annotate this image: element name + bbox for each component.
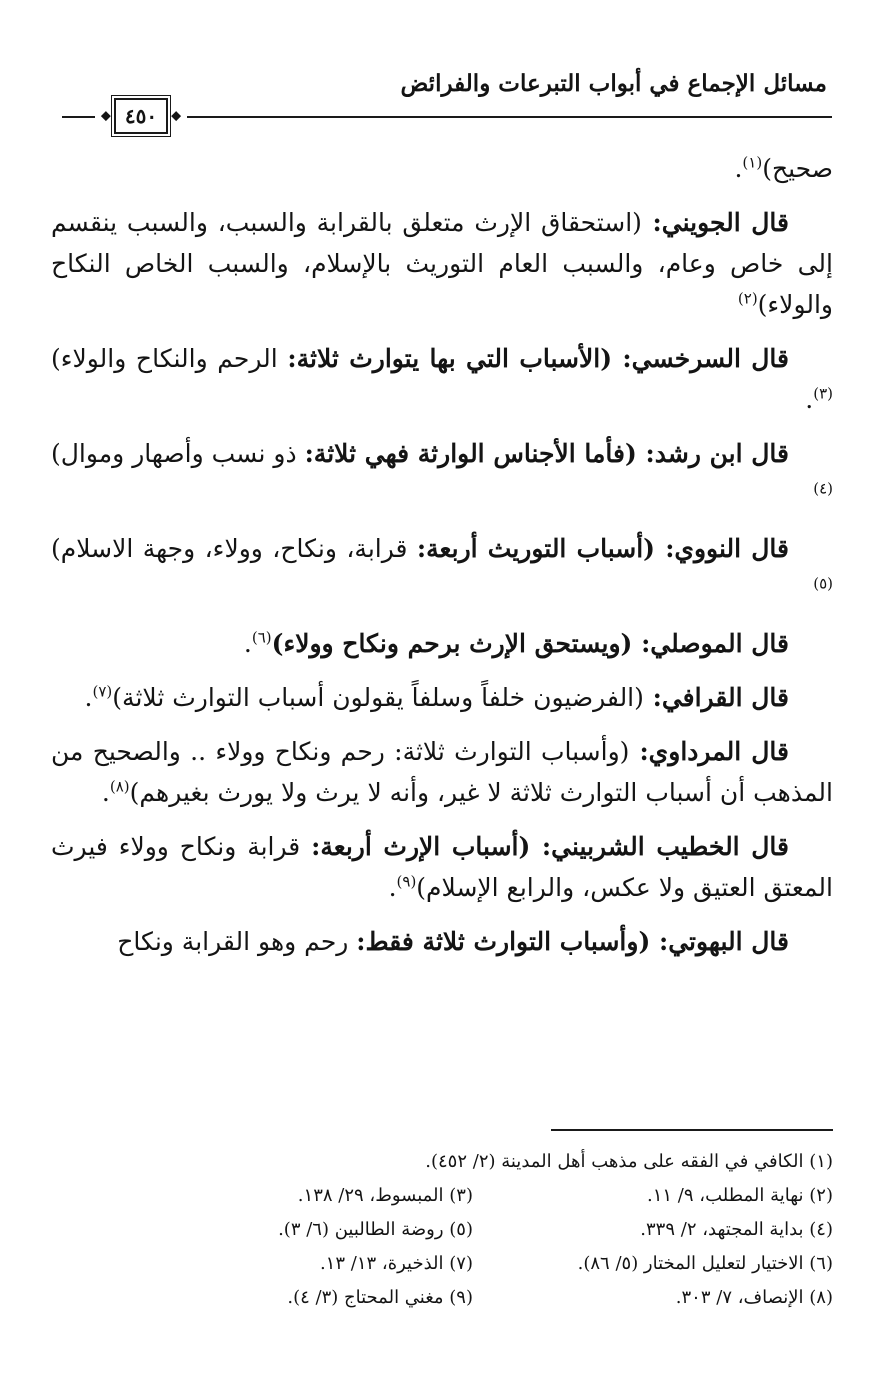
- speaker-name: قال الموصلي:: [632, 629, 789, 658]
- trailing-punct: .: [243, 629, 252, 658]
- quote-bold-text: (وأسباب التوارث ثلاثة فقط:: [356, 927, 651, 956]
- paragraph-ibn-rushd: [51, 433, 833, 515]
- paragraph-mardawi: [51, 731, 833, 813]
- quote-text: صحيح): [762, 154, 833, 183]
- speaker-name: قال ابن رشد:: [636, 439, 789, 468]
- footnote-8: (٨) الإنصاف، ٧/ ٣٠٣.: [675, 1287, 833, 1308]
- speaker-name: قال الخطيب الشربيني:: [530, 832, 789, 861]
- footnote-1: (١) الكافي في الفقه على مذهب أهل المدينة (٢/ ٤٥٢).: [425, 1151, 833, 1172]
- quote-text: (وأسباب التوارث ثلاثة: رحم ونكاح وولاء .. والصحيح من المذهب أن أسباب التوارث ثلاثة لا غير، وأنه لا يرث ولا يورث بغيرهم): [51, 737, 833, 807]
- quote-text: الرحم والنكاح والولاء): [51, 344, 288, 373]
- footnote-row: [51, 1213, 833, 1247]
- paragraph-nawawi: [51, 528, 833, 610]
- quote-bold-text: (فأما الأجناس الوارثة فهي ثلاثة:: [304, 439, 637, 468]
- footnote-ref: (٢): [737, 289, 758, 308]
- footnote-2: (٢) نهاية المطلب، ٩/ ١١.: [647, 1185, 833, 1206]
- paragraph-buhuti: [51, 921, 833, 962]
- speaker-name: قال المرداوي:: [629, 737, 789, 766]
- footnote-row: [51, 1145, 833, 1179]
- footnote-ref: (٦): [251, 628, 272, 647]
- page-number-frame: [95, 92, 187, 140]
- paragraph-juwayni: [51, 202, 833, 325]
- footnote-4: (٤) بداية المجتهد، ٢/ ٣٣٩.: [640, 1219, 833, 1240]
- running-title: مسائل الإجماع في أبواب التبرعات والفرائض: [400, 70, 827, 97]
- trailing-punct: .: [101, 778, 110, 807]
- paragraph-qarafi: [51, 677, 833, 718]
- footnote-ref: (٧): [92, 682, 113, 701]
- footnote-ref: (٩): [396, 872, 417, 891]
- paragraph-shirbini: [51, 826, 833, 908]
- quote-bold-text: (الأسباب التي بها يتوارث ثلاثة:: [287, 344, 613, 373]
- footnote-7: (٧) الذخيرة، ١٣/ ١٣.: [319, 1253, 473, 1274]
- footnote-row: [51, 1281, 833, 1315]
- footnote-ref: (٤): [813, 479, 833, 498]
- quote-text: (استحقاق الإرث متعلق بالقرابة والسبب، والسبب ينقسم إلى خاص وعام، والسبب العام التوريث بالإسلام، والسبب الخاص النكاح والولاء): [51, 208, 833, 319]
- quote-bold-text: (ويستحق الإرث برحم ونكاح وولاء): [271, 629, 633, 658]
- footnote-ref: (١): [742, 153, 763, 172]
- speaker-name: قال البهوتي:: [650, 927, 789, 956]
- footnote-row: [51, 1179, 833, 1213]
- quote-text: قرابة، ونكاح، وولاء، وجهة الاسلام): [51, 534, 417, 563]
- footnote-3: (٣) المبسوط، ٢٩/ ١٣٨.: [297, 1185, 473, 1206]
- quote-text: (الفرضيون خلفاً وسلفاً يقولون أسباب التوارث ثلاثة): [112, 683, 644, 712]
- footnote-ref: (٨): [109, 777, 130, 796]
- main-text: [51, 148, 833, 975]
- speaker-name: قال السرخسي:: [612, 344, 789, 373]
- quote-bold-text: (أسباب التوريث أربعة:: [416, 534, 655, 563]
- footnote-6: (٦) الاختيار لتعليل المختار (٥/ ٨٦).: [577, 1253, 833, 1274]
- trailing-punct: .: [84, 683, 93, 712]
- paragraph-continuation: [51, 148, 833, 189]
- speaker-name: قال القرافي:: [643, 683, 789, 712]
- ornament-right-icon: ◆: [171, 108, 182, 124]
- trailing-punct: .: [388, 873, 397, 902]
- footnote-row: [51, 1247, 833, 1281]
- speaker-name: قال النووي:: [655, 534, 789, 563]
- speaker-name: قال الجويني:: [641, 208, 790, 237]
- quote-bold-text: (أسباب الإرث أربعة:: [311, 832, 531, 861]
- footnote-5: (٥) روضة الطالبين (٦/ ٣).: [278, 1219, 473, 1240]
- paragraph-sarakhsi: [51, 338, 833, 420]
- page-number: ٤٥٠: [124, 104, 158, 128]
- trailing-punct: .: [734, 154, 743, 183]
- paragraph-mawsili: [51, 623, 833, 664]
- footnote-ref: (٥): [813, 574, 833, 593]
- page-number-box: [100, 98, 182, 134]
- footnote-rule: [551, 1129, 833, 1131]
- trailing-punct: .: [805, 385, 814, 414]
- ornament-left-icon: ◆: [100, 108, 111, 124]
- footnote-9: (٩) مغني المحتاج (٣/ ٤).: [287, 1287, 473, 1308]
- quote-text: قرابة ونكاح وولاء فيرث المعتق العتيق ولا عكس، والرابع الإسلام): [51, 832, 833, 902]
- quote-text: ذو نسب وأصهار وموال): [51, 439, 305, 468]
- footnote-ref: (٣): [813, 384, 833, 403]
- footnotes: [51, 1145, 833, 1315]
- quote-text: رحم وهو القرابة ونكاح: [117, 927, 357, 956]
